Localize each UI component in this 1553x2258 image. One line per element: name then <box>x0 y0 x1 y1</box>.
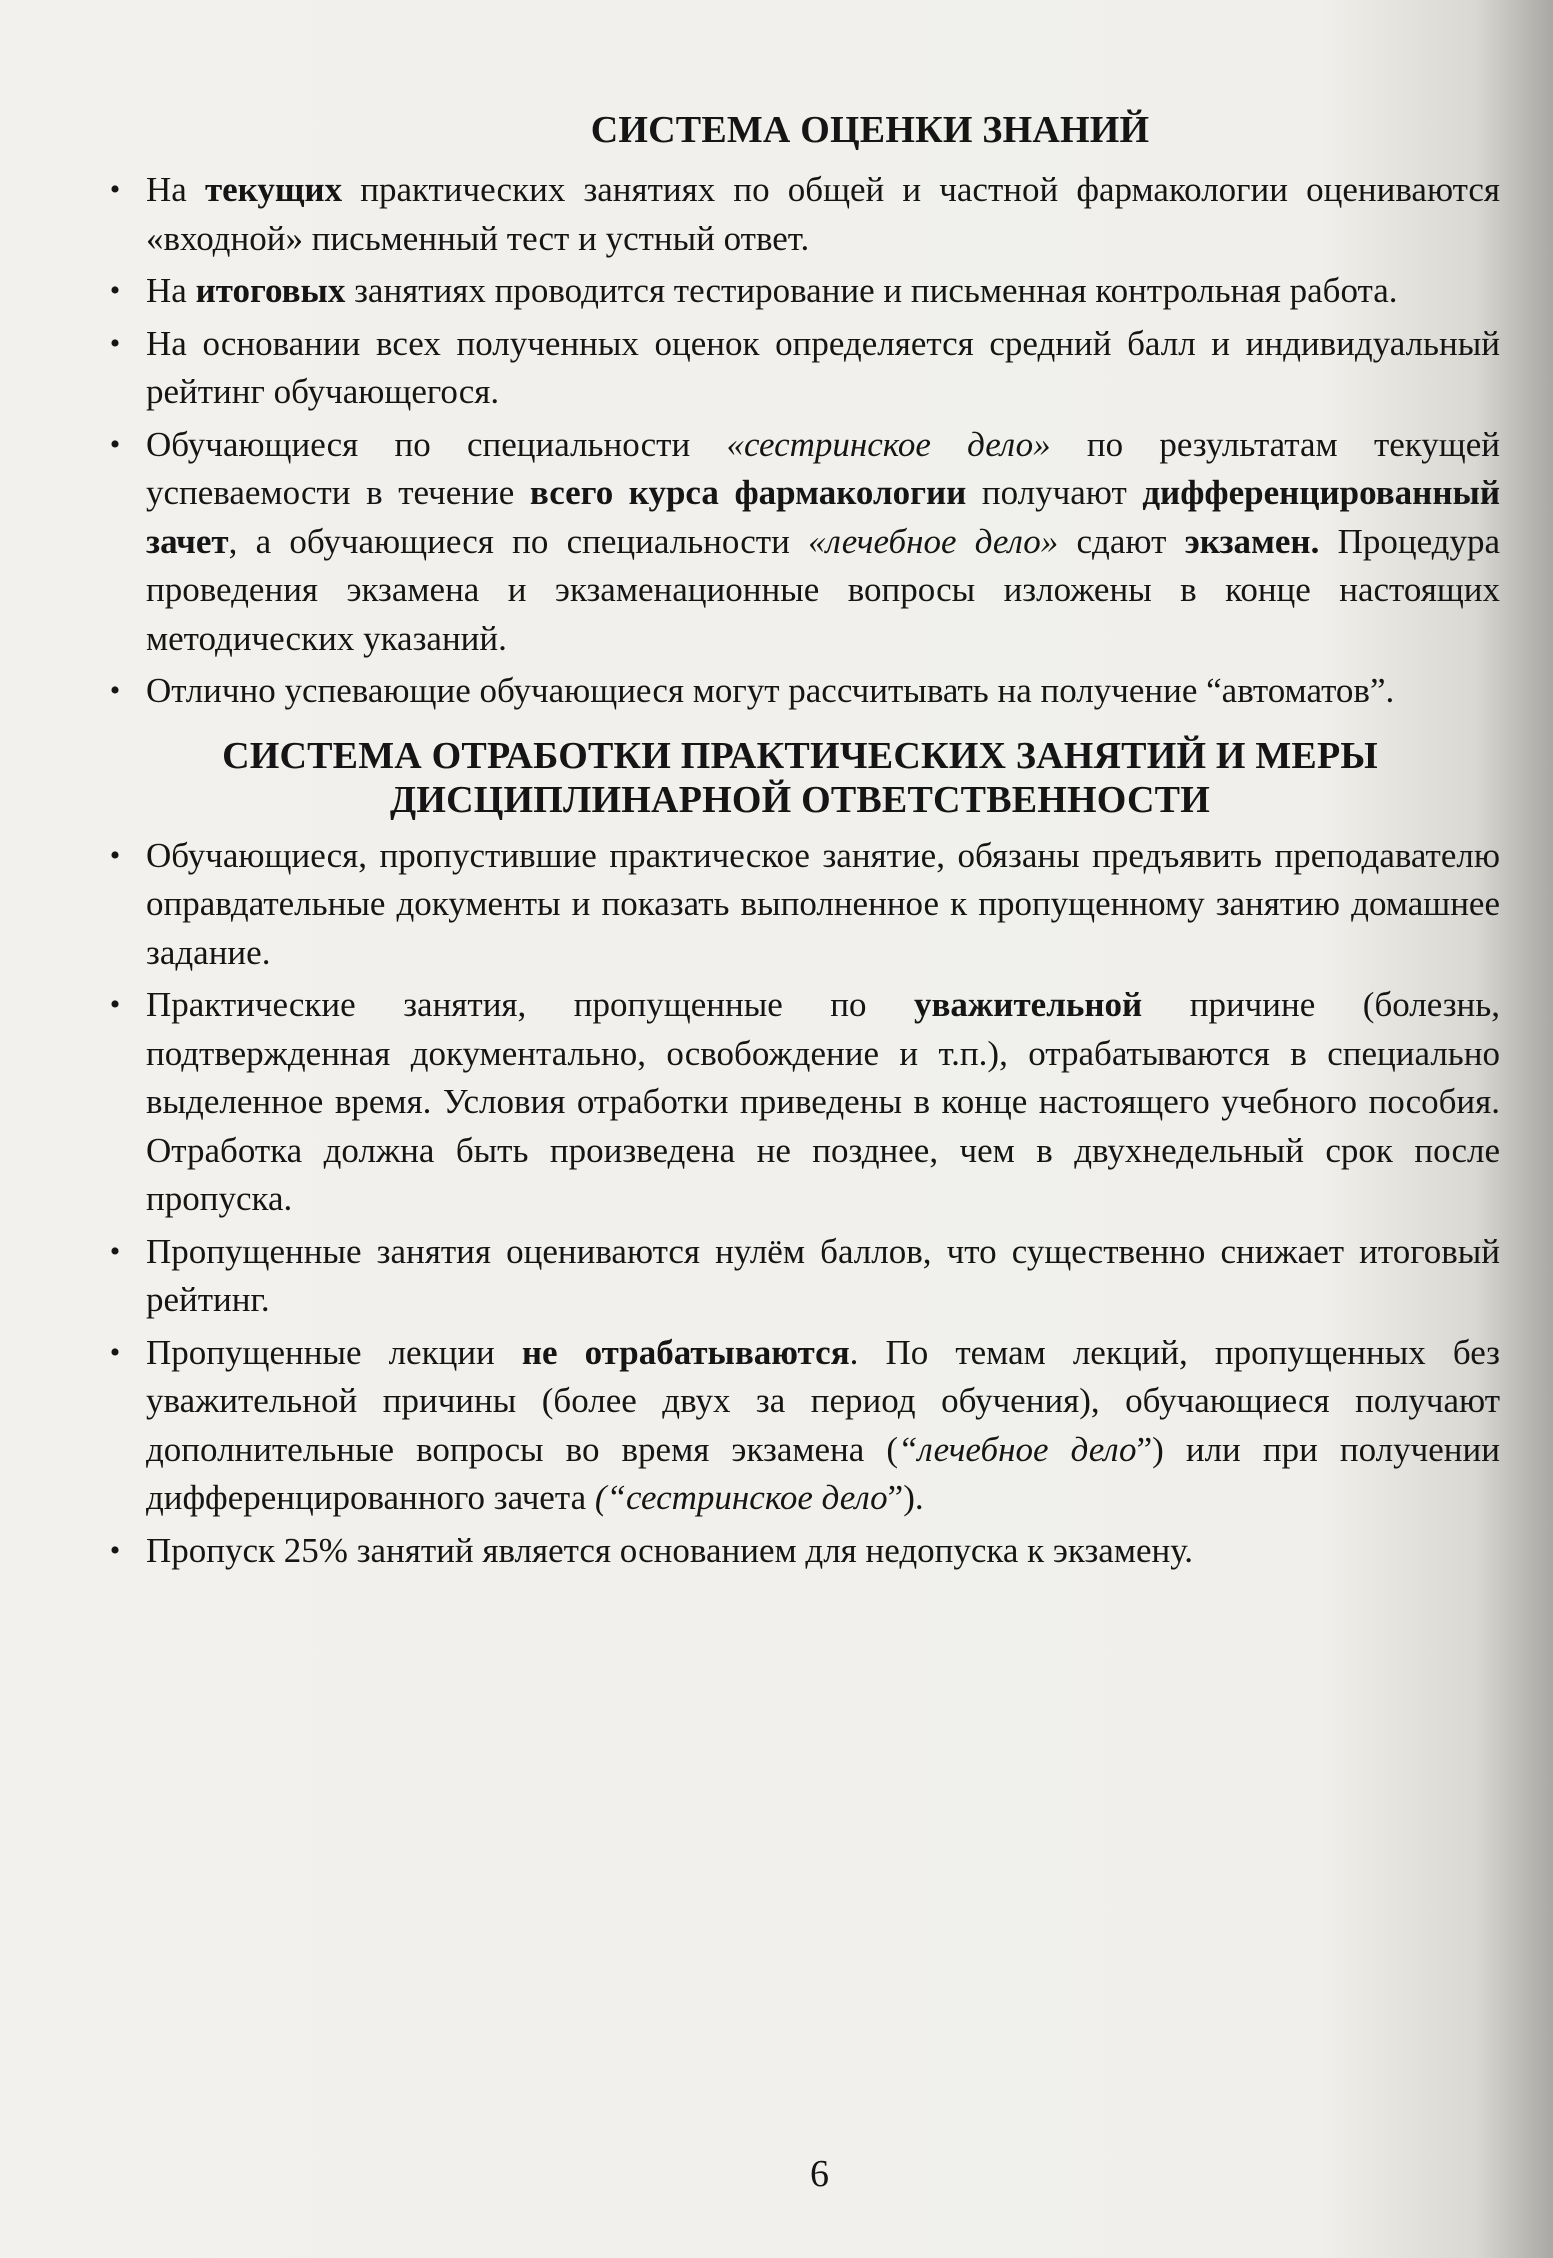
list-item: • Отлично успевающие обучающиеся могут рассчитывать на получение “автоматов”. <box>100 667 1500 716</box>
assessment-list <box>100 166 1500 716</box>
bullet: • <box>109 1335 121 1369</box>
list-item: • Пропуск 25% занятий является основанием для недопуска к экзамену. <box>100 1527 1500 1576</box>
list-item: • Обучающиеся по специальности «сестринское дело» по результатам текущей успеваемости в течение всего курса фармакологии получают дифференцированный зачет, а обучающиеся по специальности «лечебное дело» сдают экзамен. Процедура проведения экзамена и экзаменационные вопросы изложены в конце настоящих методических указаний. <box>100 421 1500 664</box>
section-title-knowledge-assessment: СИСТЕМА ОЦЕНКИ ЗНАНИЙ <box>590 109 1150 151</box>
list-item: • На текущих практических занятиях по общей и частной фармакологии оцениваются «входной» письменный тест и устный ответ. <box>100 166 1500 263</box>
bullet: • <box>109 326 121 360</box>
page-number: 6 <box>810 2153 829 2195</box>
document-body <box>100 108 1500 1579</box>
list-item: • Обучающиеся, пропустившие практическое занятие, обязаны предъявить преподавателю оправдательные документы и показать выполненное к пропущенному занятию домашнее задание. <box>100 832 1500 978</box>
list-item: • Пропущенные лекции не отрабатываются. По темам лекций, пропущенных без уважительной причины (более двух за период обучения), обучающиеся получают дополнительные вопросы во время экзамена (“лечебное дело”) или при получении дифференцированного зачета (“сестринское дело”). <box>100 1329 1500 1523</box>
bullet: • <box>109 1234 121 1268</box>
section-title-makeup-and-discipline: СИСТЕМА ОТРАБОТКИ ПРАКТИЧЕСКИХ ЗАНЯТИЙ И МЕРЫ ДИСЦИПЛИНАРНОЙ ОТВЕТСТВЕННОСТИ <box>222 734 1378 821</box>
bullet: • <box>109 173 121 206</box>
list-item: • Пропущенные занятия оцениваются нулём баллов, что существенно снижает итоговый рейтинг. <box>100 1228 1500 1325</box>
list-item: • На итоговых занятиях проводится тестирование и письменная контрольная работа. <box>100 267 1500 316</box>
discipline-list <box>100 832 1500 1576</box>
list-item: • На основании всех полученных оценок определяется средний балл и индивидуальный рейтинг обучающегося. <box>100 320 1500 417</box>
bullet: • <box>109 274 121 307</box>
bullet: • <box>109 674 121 707</box>
bullet: • <box>109 427 121 461</box>
bullet: • <box>109 838 121 872</box>
bullet: • <box>109 1533 121 1567</box>
bullet: • <box>109 988 121 1021</box>
list-item: • Практические занятия, пропущенные по уважительной причине (болезнь, подтвержденная документально, освобождение и т.п.), отрабатываются в специально выделенное время. Условия отработки приведены в конце настоящего учебного пособия. Отработка должна быть произведена не позднее, чем в двухнедельный срок после пропуска. <box>100 981 1500 1224</box>
